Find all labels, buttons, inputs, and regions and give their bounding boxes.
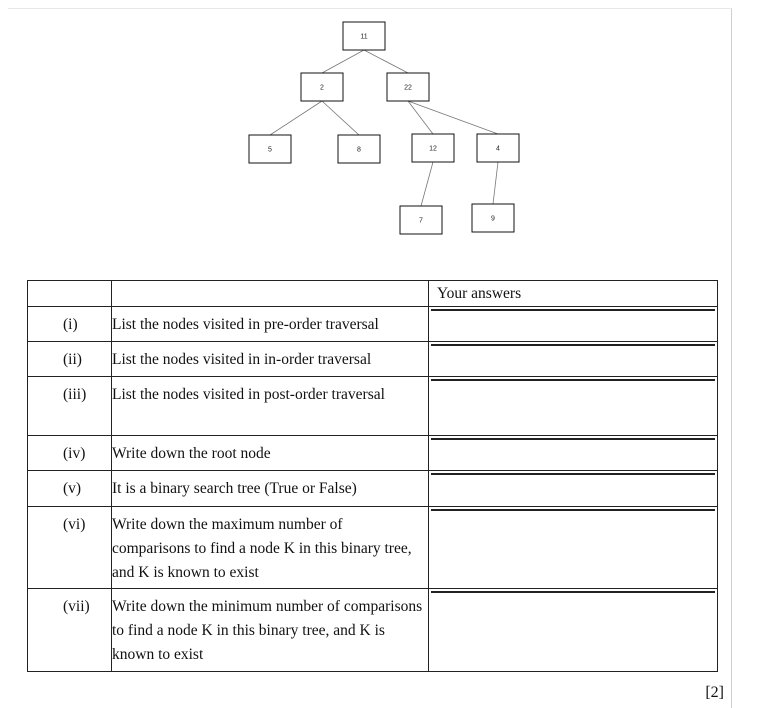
tree-edge (270, 101, 322, 135)
answer-box[interactable] (431, 438, 715, 440)
question-text: List the nodes visited in post-order traversal (112, 377, 429, 436)
table-row (28, 377, 718, 436)
answer-box[interactable] (431, 473, 715, 475)
question-number: (vi) (28, 507, 112, 589)
table-row (28, 471, 718, 507)
question-text: Write down the maximum number of comparisons to find a node K in this binary tree, and K is known to exist (112, 507, 429, 589)
tree-node-label: 11 (360, 33, 368, 41)
answer-cell (429, 471, 718, 507)
tree-node (343, 22, 385, 50)
tree-node-label: 4 (496, 145, 500, 153)
tree-edge (322, 50, 364, 73)
table-row (28, 307, 718, 342)
tree-edge (421, 162, 433, 206)
question-text: List the nodes visited in in-order traversal (112, 342, 429, 377)
answers-header: Your answers (429, 281, 718, 307)
tree-edge (364, 50, 408, 73)
tree-node-label: 2 (320, 84, 324, 92)
tree-node (338, 135, 380, 163)
tree-node-label: 12 (429, 145, 437, 153)
answer-box[interactable] (431, 309, 715, 311)
tree-node (472, 204, 514, 232)
answer-cell (429, 436, 718, 471)
tree-node-label: 7 (419, 217, 423, 225)
answer-cell (429, 589, 718, 672)
tree-nodes (249, 22, 519, 234)
question-text: Write down the root node (112, 436, 429, 471)
tree-node (301, 73, 343, 101)
marks-label: [2] (705, 684, 724, 701)
tree-edge (322, 101, 359, 135)
question-text: Write down the minimum number of comparisons to find a node K in this binary tree, and K is known to exist (112, 589, 429, 672)
tree-node (477, 134, 519, 162)
question-text: It is a binary search tree (True or False) (112, 471, 429, 507)
tree-edge (493, 162, 498, 204)
table-row (28, 507, 718, 589)
tree-node-label: 8 (357, 146, 361, 154)
tree-node (400, 206, 442, 234)
question-number: (i) (28, 307, 112, 342)
tree-node (387, 73, 429, 101)
answer-cell (429, 307, 718, 342)
binary-tree-diagram (0, 0, 762, 260)
question-number: (iii) (28, 377, 112, 436)
table-row (28, 589, 718, 672)
header-blank-cell (28, 281, 112, 307)
answer-cell (429, 377, 718, 436)
table-header-row (28, 281, 718, 307)
answer-box[interactable] (431, 379, 715, 381)
tree-node-label: 22 (404, 84, 412, 92)
header-blank-cell (112, 281, 429, 307)
answer-box[interactable] (431, 344, 715, 346)
question-text: List the nodes visited in pre-order traversal (112, 307, 429, 342)
answer-cell (429, 507, 718, 589)
tree-edge (408, 101, 498, 134)
question-number: (vii) (28, 589, 112, 672)
answer-box[interactable] (431, 509, 715, 511)
question-number: (iv) (28, 436, 112, 471)
questions-table (27, 280, 718, 672)
answer-cell (429, 342, 718, 377)
tree-node-label: 9 (491, 215, 495, 223)
question-number: (ii) (28, 342, 112, 377)
table-row (28, 342, 718, 377)
question-number: (v) (28, 471, 112, 507)
tree-node (412, 134, 454, 162)
tree-node-label: 5 (268, 146, 272, 154)
tree-node (249, 135, 291, 163)
table-row (28, 436, 718, 471)
answer-box[interactable] (431, 591, 715, 593)
